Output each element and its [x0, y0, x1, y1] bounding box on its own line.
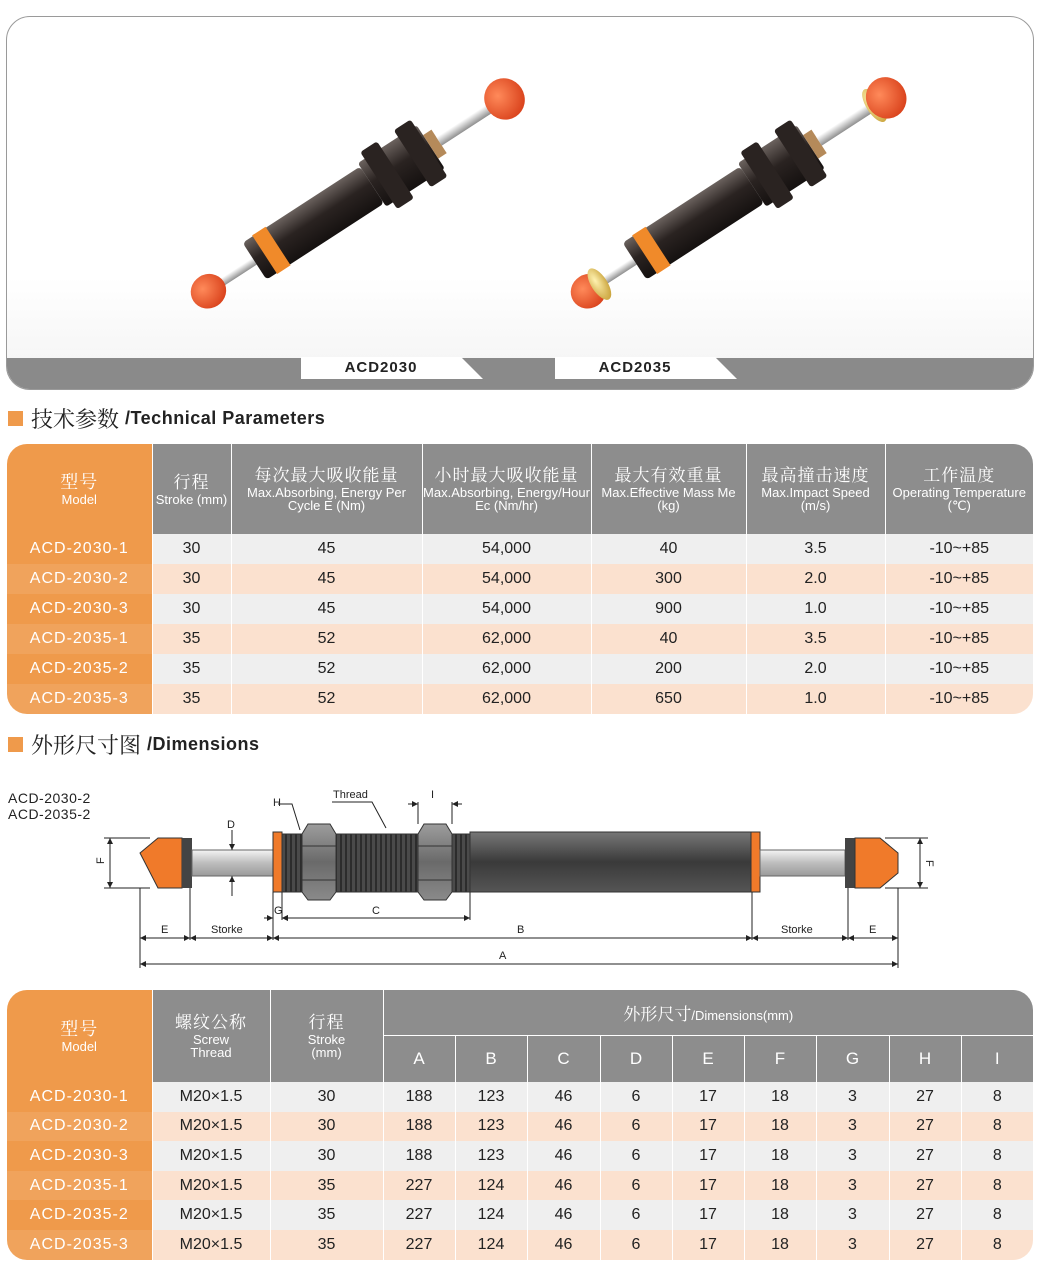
value-cell: 1.0 — [746, 594, 885, 624]
tech-table-body — [7, 534, 1033, 714]
value-cell: 123 — [455, 1112, 527, 1142]
tech-header-energy-hour: 小时最大吸收能量 Max.Absorbing, Energy/Hour Ec (Nm/hr) — [422, 444, 591, 534]
photo-bottom-band — [7, 358, 1033, 389]
dims-col-header: A — [383, 1035, 455, 1082]
value-cell: 30 — [270, 1141, 383, 1171]
value-cell: 45 — [231, 534, 422, 564]
value-cell: 227 — [383, 1200, 455, 1230]
value-cell: 52 — [231, 624, 422, 654]
dims-table-row — [7, 1082, 1033, 1112]
acd2030-label: ACD2030 — [301, 357, 461, 379]
value-cell: M20×1.5 — [152, 1171, 270, 1201]
dims-header-model: 型号 Model — [7, 990, 152, 1082]
value-cell: 62,000 — [422, 684, 591, 714]
tech-table-row — [7, 684, 1033, 714]
value-cell: 650 — [591, 684, 746, 714]
dimensions-table — [7, 990, 1033, 1260]
value-cell: 46 — [527, 1082, 600, 1112]
dims-col-header: B — [455, 1035, 527, 1082]
label-b: B — [517, 924, 525, 936]
left-rod-drawing — [192, 850, 274, 876]
tech-params-heading — [8, 404, 325, 432]
label-i: I — [431, 789, 435, 801]
value-cell: M20×1.5 — [152, 1082, 270, 1112]
model-cell: ACD-2030-2 — [7, 1112, 152, 1142]
value-cell: 124 — [455, 1171, 527, 1201]
value-cell: 27 — [889, 1230, 961, 1260]
acd2030-product-image — [175, 60, 540, 330]
value-cell: 3 — [816, 1141, 889, 1171]
heading-square-icon — [8, 737, 23, 752]
value-cell: 3 — [816, 1200, 889, 1230]
value-cell: 2.0 — [746, 564, 885, 594]
label-stroke-right: Storke — [781, 924, 813, 936]
value-cell: 35 — [152, 654, 231, 684]
tech-table-row — [7, 564, 1033, 594]
value-cell: 8 — [961, 1171, 1033, 1201]
model-cell: ACD-2035-3 — [7, 684, 152, 714]
tech-table-row — [7, 654, 1033, 684]
right-rod-drawing — [760, 850, 845, 876]
value-cell: 227 — [383, 1171, 455, 1201]
value-cell: 46 — [527, 1230, 600, 1260]
label-g: G — [274, 905, 283, 917]
value-cell: 35 — [152, 684, 231, 714]
value-cell: 124 — [455, 1200, 527, 1230]
value-cell: 62,000 — [422, 624, 591, 654]
value-cell: 1.0 — [746, 684, 885, 714]
value-cell: M20×1.5 — [152, 1230, 270, 1260]
tech-heading-zh: 技术参数 — [31, 407, 120, 433]
value-cell: 188 — [383, 1112, 455, 1142]
value-cell: 30 — [270, 1112, 383, 1142]
model-cell: ACD-2030-3 — [7, 594, 152, 624]
tech-header-speed: 最高撞击速度 Max.Impact Speed (m/s) — [746, 444, 885, 534]
value-cell: 123 — [455, 1141, 527, 1171]
value-cell: 27 — [889, 1082, 961, 1112]
dims-header-dimensions: 外形尺寸/Dimensions(mm) — [383, 990, 1033, 1035]
value-cell: 54,000 — [422, 534, 591, 564]
value-cell: -10~+85 — [885, 564, 1033, 594]
value-cell: 27 — [889, 1171, 961, 1201]
value-cell: 35 — [270, 1230, 383, 1260]
value-cell: 3 — [816, 1112, 889, 1142]
value-cell: 3 — [816, 1230, 889, 1260]
value-cell: 18 — [744, 1230, 816, 1260]
dims-col-header: F — [744, 1035, 816, 1082]
value-cell: 8 — [961, 1112, 1033, 1142]
value-cell: 6 — [600, 1112, 672, 1142]
value-cell: 46 — [527, 1200, 600, 1230]
dims-col-header: E — [672, 1035, 744, 1082]
value-cell: 54,000 — [422, 564, 591, 594]
value-cell: 124 — [455, 1230, 527, 1260]
label-f-right: F — [923, 860, 935, 867]
value-cell: 188 — [383, 1082, 455, 1112]
value-cell: -10~+85 — [885, 534, 1033, 564]
value-cell: 6 — [600, 1200, 672, 1230]
value-cell: 6 — [600, 1141, 672, 1171]
value-cell: 52 — [231, 684, 422, 714]
value-cell: -10~+85 — [885, 654, 1033, 684]
tech-header-model: 型号 Model — [7, 444, 152, 534]
value-cell: 227 — [383, 1230, 455, 1260]
right-cap-drawing — [845, 838, 898, 888]
value-cell: 35 — [152, 624, 231, 654]
dims-table-row — [7, 1112, 1033, 1142]
value-cell: 40 — [591, 624, 746, 654]
value-cell: 17 — [672, 1200, 744, 1230]
value-cell: 30 — [152, 534, 231, 564]
value-cell: -10~+85 — [885, 594, 1033, 624]
diagram-model-2: ACD-2035-2 — [8, 806, 91, 822]
value-cell: 40 — [591, 534, 746, 564]
dims-table-body — [7, 1082, 1033, 1260]
value-cell: 45 — [231, 564, 422, 594]
value-cell: M20×1.5 — [152, 1141, 270, 1171]
dimension-diagram — [0, 780, 1040, 975]
value-cell: 17 — [672, 1141, 744, 1171]
value-cell: 18 — [744, 1112, 816, 1142]
value-cell: 30 — [152, 594, 231, 624]
value-cell: M20×1.5 — [152, 1200, 270, 1230]
value-cell: 54,000 — [422, 594, 591, 624]
model-cell: ACD-2030-1 — [7, 1082, 152, 1112]
value-cell: 27 — [889, 1112, 961, 1142]
dims-col-header: C — [527, 1035, 600, 1082]
nut-1-drawing — [302, 824, 336, 900]
model-cell: ACD-2035-2 — [7, 654, 152, 684]
dims-col-header: G — [816, 1035, 889, 1082]
value-cell: 27 — [889, 1200, 961, 1230]
tech-params-table — [7, 444, 1033, 714]
value-cell: 30 — [270, 1082, 383, 1112]
value-cell: 18 — [744, 1200, 816, 1230]
tech-table-row — [7, 594, 1033, 624]
tech-table-row — [7, 534, 1033, 564]
value-cell: 45 — [231, 594, 422, 624]
value-cell: 35 — [270, 1171, 383, 1201]
value-cell: 17 — [672, 1171, 744, 1201]
model-cell: ACD-2030-2 — [7, 564, 152, 594]
value-cell: 300 — [591, 564, 746, 594]
value-cell: 27 — [889, 1141, 961, 1171]
model-cell: ACD-2035-2 — [7, 1200, 152, 1230]
tech-header-stroke: 行程 Stroke (mm) — [152, 444, 231, 534]
dims-header-thread: 螺纹公称 Screw Thread — [152, 990, 270, 1082]
value-cell: 8 — [961, 1082, 1033, 1112]
heading-square-icon — [8, 411, 23, 426]
value-cell: 8 — [961, 1230, 1033, 1260]
product-photo-panel — [6, 16, 1034, 390]
value-cell: 3 — [816, 1082, 889, 1112]
value-cell: 900 — [591, 594, 746, 624]
left-ring-drawing — [273, 832, 282, 892]
value-cell: 17 — [672, 1082, 744, 1112]
value-cell: 46 — [527, 1141, 600, 1171]
value-cell: 8 — [961, 1200, 1033, 1230]
diagram-model-1: ACD-2030-2 — [8, 790, 91, 806]
model-cell: ACD-2030-3 — [7, 1141, 152, 1171]
value-cell: 18 — [744, 1171, 816, 1201]
value-cell: 200 — [591, 654, 746, 684]
tech-header-temperature: 工作温度 Operating Temperature (℃) — [885, 444, 1033, 534]
value-cell: -10~+85 — [885, 624, 1033, 654]
dims-heading-zh: 外形尺寸图 — [31, 733, 142, 759]
value-cell: 6 — [600, 1082, 672, 1112]
label-c: C — [372, 905, 380, 917]
dimensions-heading — [8, 730, 260, 758]
dims-col-header: D — [600, 1035, 672, 1082]
tech-table-row — [7, 624, 1033, 654]
value-cell: 46 — [527, 1171, 600, 1201]
value-cell: 30 — [152, 564, 231, 594]
body-drawing — [470, 832, 752, 892]
value-cell: 6 — [600, 1230, 672, 1260]
dims-table-row — [7, 1200, 1033, 1230]
acd2035-product-image — [555, 58, 922, 329]
dims-table-row — [7, 1171, 1033, 1201]
value-cell: 3.5 — [746, 624, 885, 654]
label-a: A — [499, 950, 507, 962]
value-cell: 3.5 — [746, 534, 885, 564]
value-cell: -10~+85 — [885, 684, 1033, 714]
value-cell: 17 — [672, 1230, 744, 1260]
label-e-left: E — [161, 924, 169, 936]
model-cell: ACD-2035-1 — [7, 1171, 152, 1201]
tech-header-energy-cycle: 每次最大吸收能量 Max.Absorbing, Energy Per Cycle E (Nm) — [231, 444, 422, 534]
value-cell: 6 — [600, 1171, 672, 1201]
label-h: H — [273, 797, 281, 809]
tech-heading-en: /Technical Parameters — [125, 407, 326, 428]
value-cell: 17 — [672, 1112, 744, 1142]
shock-absorber-photos — [7, 17, 1033, 389]
value-cell: 62,000 — [422, 654, 591, 684]
dims-table-row — [7, 1230, 1033, 1260]
model-cell: ACD-2030-1 — [7, 534, 152, 564]
value-cell: 188 — [383, 1141, 455, 1171]
value-cell: 3 — [816, 1171, 889, 1201]
dims-header-stroke: 行程 Stroke (mm) — [270, 990, 383, 1082]
label-d: D — [227, 819, 235, 831]
value-cell: 123 — [455, 1082, 527, 1112]
value-cell: 8 — [961, 1141, 1033, 1171]
value-cell: 18 — [744, 1082, 816, 1112]
label-f-left: F — [95, 857, 107, 864]
dims-col-header: I — [961, 1035, 1033, 1082]
value-cell: 46 — [527, 1112, 600, 1142]
label-e-right: E — [869, 924, 877, 936]
model-cell: ACD-2035-1 — [7, 624, 152, 654]
value-cell: M20×1.5 — [152, 1112, 270, 1142]
value-cell: 35 — [270, 1200, 383, 1230]
dims-table-row — [7, 1141, 1033, 1171]
value-cell: 2.0 — [746, 654, 885, 684]
value-cell: 18 — [744, 1141, 816, 1171]
tech-header-mass: 最大有效重量 Max.Effective Mass Me (kg) — [591, 444, 746, 534]
right-ring-drawing — [751, 832, 760, 892]
dims-col-header: H — [889, 1035, 961, 1082]
model-cell: ACD-2035-3 — [7, 1230, 152, 1260]
label-thread: Thread — [333, 789, 368, 801]
nut-2-drawing — [418, 824, 452, 900]
left-cap-drawing — [140, 838, 192, 888]
value-cell: 52 — [231, 654, 422, 684]
label-stroke-left: Storke — [211, 924, 243, 936]
acd2035-label: ACD2035 — [555, 357, 715, 379]
dims-heading-en: /Dimensions — [147, 733, 260, 754]
